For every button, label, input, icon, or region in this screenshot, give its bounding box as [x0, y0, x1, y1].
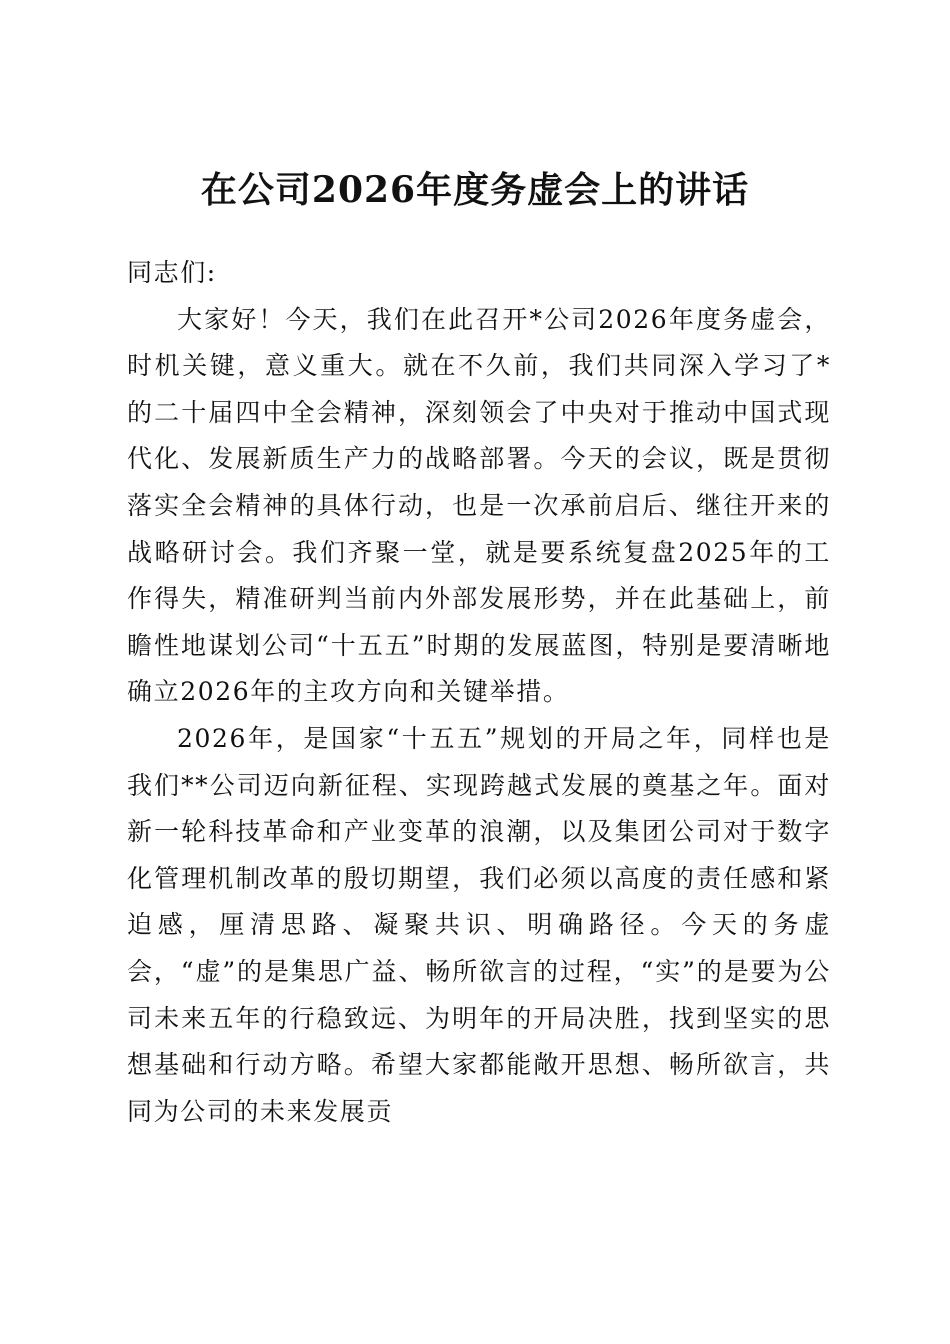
paragraph-2: 2026年，是国家“十五五”规划的开局之年，同样也是我们**公司迈向新征程、实现跨越式发展的奠基之年。面对新一轮科技革命和产业变革的浪潮，以及集团公司对于数字化管理机制改革的殷切期望，我们必须以高度的责任感和紧迫感，厘清思路、凝聚共识、明确路径。今天的务虚会，“虚”的是集思广益、畅所欲言的过程，“实”的是要为公司未来五年的行稳致远、为明年的开局决胜，找到坚实的思想基础和行动方略。希望大家都能敞开思想、畅所欲言，共同为公司的未来发展贡	[127, 723, 831, 1126]
paragraph-1: 大家好！今天，我们在此召开*公司2026年度务虚会，时机关键，意义重大。就在不久前，我们共同深入学习了*的二十届四中全会精神，深刻领会了中央对于推动中国式现代化、发展新质生产力的战略部署。今天的会议，既是贯彻落实全会精神的具体行动，也是一次承前启后、继往开来的战略研讨会。我们齐聚一堂，就是要系统复盘2025年的工作得失，精准研判当前内外部发展形势，并在此基础上，前瞻性地谋划公司“十五五”时期的发展蓝图，特别是要清晰地确立2026年的主攻方向和关键举措。	[127, 304, 831, 707]
document-body	[127, 250, 831, 1135]
salutation: 同志们:	[127, 258, 217, 287]
document-title: 在公司2026年度务虚会上的讲话	[200, 169, 750, 211]
